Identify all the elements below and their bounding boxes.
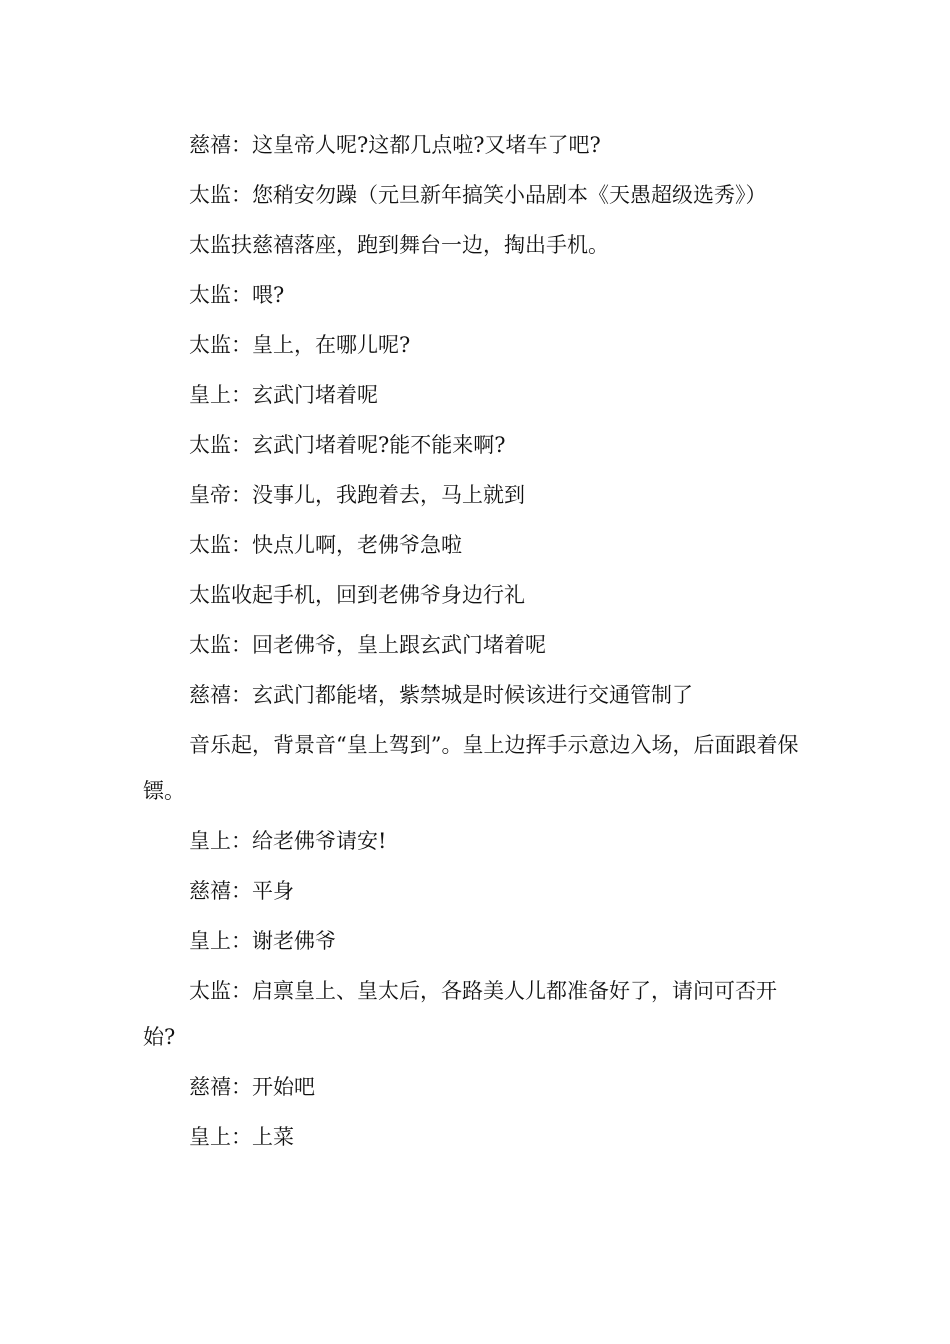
paragraph: 音乐起，背景音“皇上驾到”。皇上边挥手示意边入场，后面跟着保镖。 <box>143 733 799 803</box>
paragraph: 皇上：上菜 <box>189 1125 294 1149</box>
paragraph: 太监：快点儿啊，老佛爷急啦 <box>189 533 462 557</box>
paragraph: 太监：启禀皇上、皇太后，各路美人儿都准备好了，请问可否开始? <box>143 979 777 1049</box>
paragraph: 皇帝：没事儿，我跑着去，马上就到 <box>189 483 525 507</box>
paragraph: 太监收起手机，回到老佛爷身边行礼 <box>189 583 525 607</box>
paragraph: 太监：皇上，在哪儿呢? <box>189 333 411 357</box>
paragraph: 太监：玄武门堵着呢?能不能来啊? <box>189 433 506 457</box>
paragraph: 皇上：玄武门堵着呢 <box>189 383 378 407</box>
paragraph: 慈禧：平身 <box>189 879 294 903</box>
paragraph: 慈禧：玄武门都能堵，紫禁城是时候该进行交通管制了 <box>189 683 693 707</box>
paragraph: 太监：回老佛爷，皇上跟玄武门堵着呢 <box>189 633 546 657</box>
paragraph: 太监扶慈禧落座，跑到舞台一边，掏出手机。 <box>189 233 609 257</box>
paragraph: 太监：喂? <box>189 283 285 307</box>
paragraph: 慈禧：这皇帝人呢?这都几点啦?又堵车了吧? <box>189 133 601 157</box>
script-body <box>143 122 803 1164</box>
paragraph: 太监：您稍安勿躁（元旦新年搞笑小品剧本《天愚超级选秀》） <box>189 183 767 207</box>
paragraph: 慈禧：开始吧 <box>189 1075 315 1099</box>
paragraph: 皇上：给老佛爷请安! <box>189 829 387 853</box>
paragraph: 皇上：谢老佛爷 <box>189 929 336 953</box>
